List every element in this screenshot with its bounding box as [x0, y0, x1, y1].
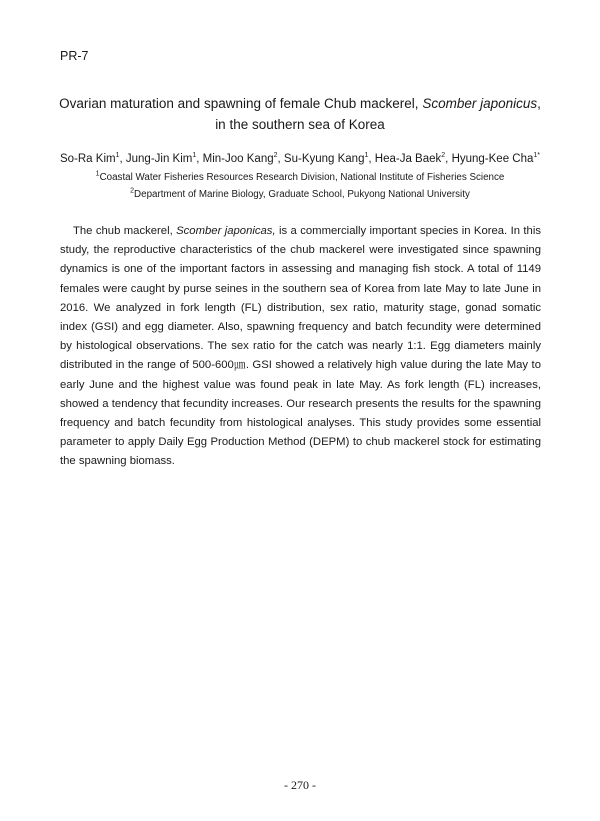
micrometer-unit: ㎛: [233, 359, 246, 372]
title-part2: , in the southern sea of Korea: [215, 96, 541, 132]
affiliation-2: $^2$Department of Marine Biology, Graduate School, Pukyong National University: [130, 187, 470, 200]
author: Min-Joo Kang$^2$: [202, 152, 278, 165]
abstract-species: Scomber japonicas,: [176, 225, 276, 237]
page-number: - 270 -: [284, 778, 316, 792]
author: Jung-Jin Kim$^1$: [125, 152, 197, 165]
author: So-Ra Kim$^1$: [59, 152, 120, 165]
author: Su-Kyung Kang$^1$: [283, 152, 369, 165]
affiliation-1: $^1$Coastal Water Fisheries Resources Research Division, National Institute of Fisheries Science: [95, 170, 505, 183]
author: Hea-Ja Baek$^2$: [374, 152, 446, 165]
author-list: So-Ra Kim$^1$, Jung-Jin Kim$^1$, Min-Joo Kang$^2$, Su-Kyung Kang$^1$, Hea-Ja Baek$^2$, Hyung-Kee Cha$^{1*}$: [59, 152, 541, 165]
paper-title: [55, 93, 545, 135]
title-part1: Ovarian maturation and spawning of female Chub mackerel,: [59, 96, 423, 111]
abstract-body: The chub mackerel, Scomber japonicas, is a commercially important species in Korea. In this study, the reproductive characteristics of the chub mackerel were investigated since spawning dynamics is one of the important factors in assessing and managing fish stock. A total of 1149 females were caught by purse seines in the southern sea of Korea from late May to late June in 2016. We analyzed in fork length (FL) distribution, sex ratio, maturity stage, gonad somatic index (GSI) and egg diameter. Also, spawning frequency and batch fecundity were determined by histological observations. The sex ratio for the catch was nearly 1:1. Egg diameters mainly distributed in the range of 500-600㎛. GSI showed a relatively high value during the late May to early June and the highest value was found peak in late May. As fork length (FL) increases, showed a tendency that fecundity increases. Our research presents the results for the spawning frequency and batch fecundity from histological analyses. This study provides some essential parameter to apply Daily Egg Production Method (DEPM) to chub mackerel stock for estimating the spawning biomass.: [60, 225, 541, 468]
author: Hyung-Kee Cha$^{1*}$: [451, 152, 541, 165]
session-code: PR-7: [60, 49, 89, 63]
title-species: Scomber japonicus: [422, 96, 538, 111]
